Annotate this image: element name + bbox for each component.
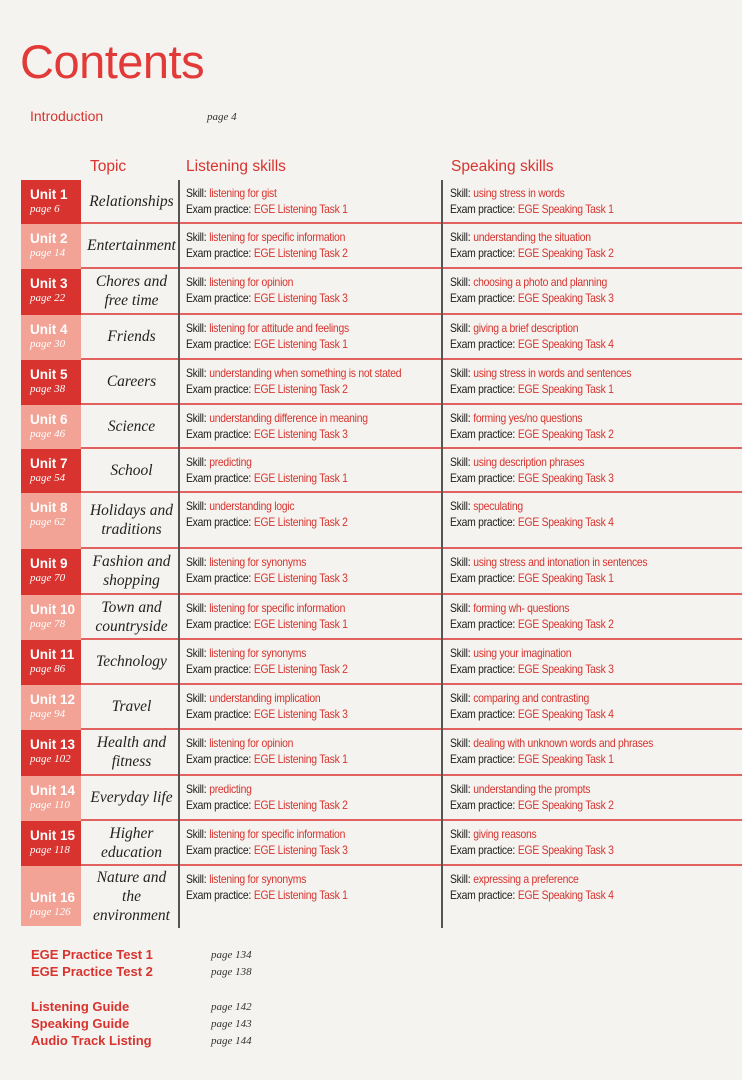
column-divider <box>178 315 180 360</box>
listening-skill: understanding when something is not stated <box>209 366 402 380</box>
skill-prefix: Skill: <box>450 691 471 705</box>
column-divider <box>441 493 443 549</box>
exam-prefix: Exam practice: <box>186 843 251 857</box>
unit-page: page 102 <box>30 753 71 765</box>
header-speaking: Speaking skills <box>451 158 554 175</box>
listening-exam: EGE Listening Task 3 <box>253 571 348 585</box>
exam-prefix: Exam practice: <box>186 752 251 766</box>
skill-prefix: Skill: <box>186 827 207 841</box>
column-divider <box>178 595 180 640</box>
unit-page: page 62 <box>30 516 66 528</box>
skill-prefix: Skill: <box>450 455 471 469</box>
listening-exam: EGE Listening Task 1 <box>253 888 348 902</box>
listening-cell <box>186 871 440 903</box>
speaking-exam: EGE Speaking Task 4 <box>517 515 614 529</box>
speaking-skill: forming wh- questions <box>473 601 570 615</box>
unit-number: Unit 11 <box>30 647 75 662</box>
column-divider <box>178 730 180 776</box>
unit-page: page 6 <box>30 203 60 215</box>
unit-topic: School <box>110 461 153 479</box>
listening-cell <box>186 274 440 306</box>
unit-badge[interactable] <box>21 730 81 776</box>
unit-topic: Technology <box>96 653 167 670</box>
unit-topic: Nature and the environment <box>93 868 170 924</box>
appendix-page: page 144 <box>211 1035 252 1047</box>
exam-prefix: Exam practice: <box>450 707 515 721</box>
exam-prefix: Exam practice: <box>186 337 251 351</box>
unit-page: page 38 <box>30 383 66 395</box>
unit-page: page 46 <box>30 428 66 440</box>
speaking-exam: EGE Speaking Task 1 <box>517 752 614 766</box>
unit-number: Unit 12 <box>30 692 76 707</box>
listening-skill: listening for gist <box>209 186 277 200</box>
skill-prefix: Skill: <box>450 230 471 244</box>
unit-badge[interactable] <box>21 776 81 821</box>
skill-prefix: Skill: <box>450 872 471 886</box>
unit-page: page 86 <box>30 663 66 675</box>
listening-cell <box>186 365 440 397</box>
exam-prefix: Exam practice: <box>186 202 251 216</box>
exam-prefix: Exam practice: <box>186 617 251 631</box>
unit-number: Unit 10 <box>30 602 76 617</box>
speaking-cell <box>450 554 740 586</box>
speaking-exam: EGE Speaking Task 4 <box>517 888 614 902</box>
column-divider <box>441 405 443 449</box>
exam-prefix: Exam practice: <box>186 427 251 441</box>
table-row[interactable] <box>21 493 742 549</box>
unit-topic: Careers <box>106 373 157 390</box>
unit-badge[interactable] <box>21 821 81 866</box>
speaking-cell <box>450 781 740 813</box>
column-divider <box>178 180 180 224</box>
exam-prefix: Exam practice: <box>186 798 251 812</box>
column-divider <box>178 493 180 549</box>
speaking-skill: speculating <box>473 499 523 513</box>
skill-prefix: Skill: <box>450 601 471 615</box>
table-row[interactable] <box>21 269 742 315</box>
unit-badge[interactable] <box>21 549 81 595</box>
exam-prefix: Exam practice: <box>186 707 251 721</box>
listening-skill: listening for specific information <box>209 827 346 841</box>
unit-badge[interactable] <box>21 866 81 926</box>
skill-prefix: Skill: <box>450 186 471 200</box>
column-divider <box>441 640 443 685</box>
skill-prefix: Skill: <box>186 275 207 289</box>
column-divider <box>441 549 443 595</box>
skill-prefix: Skill: <box>450 736 471 750</box>
appendix-item[interactable]: Listening Guide <box>31 999 130 1014</box>
header-topic: Topic <box>90 158 127 175</box>
skill-prefix: Skill: <box>450 499 471 513</box>
listening-exam: EGE Listening Task 2 <box>253 798 348 812</box>
unit-number: Unit 9 <box>30 556 68 571</box>
column-divider <box>441 269 443 315</box>
unit-number: Unit 16 <box>30 890 76 905</box>
column-divider <box>441 821 443 866</box>
exam-prefix: Exam practice: <box>450 617 515 631</box>
listening-skill: listening for opinion <box>209 275 294 289</box>
listening-exam: EGE Listening Task 1 <box>253 202 348 216</box>
appendix-item[interactable]: EGE Practice Test 1 <box>31 947 153 962</box>
speaking-cell <box>450 229 740 261</box>
table-row[interactable] <box>21 315 742 360</box>
column-divider <box>178 549 180 595</box>
table-row[interactable] <box>21 360 742 405</box>
exam-prefix: Exam practice: <box>186 571 251 585</box>
skill-prefix: Skill: <box>186 321 207 335</box>
speaking-skill: using stress and intonation in sentences <box>473 555 648 569</box>
listening-cell <box>186 554 440 586</box>
speaking-cell <box>450 274 740 306</box>
listening-skill: predicting <box>209 782 252 796</box>
speaking-cell <box>450 410 740 442</box>
exam-prefix: Exam practice: <box>450 662 515 676</box>
listening-exam: EGE Listening Task 1 <box>253 617 348 631</box>
listening-cell <box>186 454 440 486</box>
column-divider <box>441 776 443 821</box>
unit-number: Unit 5 <box>30 367 68 382</box>
listening-skill: understanding difference in meaning <box>209 411 368 425</box>
column-divider <box>441 180 443 224</box>
unit-page: page 14 <box>30 247 66 259</box>
table-row[interactable] <box>21 405 742 449</box>
unit-topic: Fashion and shopping <box>92 553 171 589</box>
column-divider <box>441 315 443 360</box>
unit-number: Unit 8 <box>30 500 68 515</box>
unit-page: page 110 <box>30 799 70 811</box>
skill-prefix: Skill: <box>186 411 207 425</box>
listening-exam: EGE Listening Task 2 <box>253 515 348 529</box>
appendix-page: page 142 <box>211 1001 252 1013</box>
column-divider <box>178 405 180 449</box>
exam-prefix: Exam practice: <box>450 382 515 396</box>
skill-prefix: Skill: <box>450 411 471 425</box>
speaking-skill: giving reasons <box>473 827 537 841</box>
table-row[interactable] <box>21 640 742 685</box>
speaking-exam: EGE Speaking Task 3 <box>517 471 614 485</box>
speaking-skill: forming yes/no questions <box>473 411 583 425</box>
speaking-skill: expressing a preference <box>473 872 579 886</box>
column-divider <box>178 821 180 866</box>
unit-topic: Travel <box>111 698 152 715</box>
unit-badge[interactable] <box>21 315 81 360</box>
listening-skill: predicting <box>209 455 252 469</box>
speaking-skill: comparing and contrasting <box>473 691 589 705</box>
unit-badge[interactable] <box>21 685 81 730</box>
speaking-exam: EGE Speaking Task 4 <box>517 337 614 351</box>
listening-skill: listening for specific information <box>209 230 346 244</box>
skill-prefix: Skill: <box>450 646 471 660</box>
speaking-exam: EGE Speaking Task 4 <box>517 707 614 721</box>
skill-prefix: Skill: <box>186 646 207 660</box>
listening-cell <box>186 600 440 632</box>
unit-number: Unit 7 <box>30 456 68 471</box>
column-divider <box>441 730 443 776</box>
skill-prefix: Skill: <box>186 455 207 469</box>
unit-page: page 30 <box>30 338 66 350</box>
unit-page: page 22 <box>30 292 66 304</box>
listening-skill: listening for synonyms <box>209 646 307 660</box>
unit-number: Unit 14 <box>30 783 76 798</box>
unit-badge[interactable] <box>21 180 81 224</box>
speaking-skill: choosing a photo and planning <box>473 275 607 289</box>
speaking-cell <box>450 365 740 397</box>
skill-prefix: Skill: <box>186 782 207 796</box>
speaking-cell <box>450 690 740 722</box>
listening-exam: EGE Listening Task 3 <box>253 843 348 857</box>
listening-cell <box>186 185 440 217</box>
unit-topic: Friends <box>107 328 156 345</box>
exam-prefix: Exam practice: <box>186 662 251 676</box>
listening-cell <box>186 781 440 813</box>
column-divider <box>178 866 180 928</box>
exam-prefix: Exam practice: <box>186 515 251 529</box>
exam-prefix: Exam practice: <box>450 427 515 441</box>
page-title: Contents <box>20 35 205 88</box>
exam-prefix: Exam practice: <box>186 382 251 396</box>
skill-prefix: Skill: <box>186 555 207 569</box>
listening-exam: EGE Listening Task 3 <box>253 427 348 441</box>
unit-number: Unit 4 <box>30 322 68 337</box>
speaking-skill: dealing with unknown words and phrases <box>473 736 654 750</box>
listening-exam: EGE Listening Task 1 <box>253 471 348 485</box>
listening-cell <box>186 320 440 352</box>
listening-cell <box>186 645 440 677</box>
table-row[interactable] <box>21 449 742 493</box>
exam-prefix: Exam practice: <box>186 471 251 485</box>
speaking-exam: EGE Speaking Task 2 <box>517 246 614 260</box>
skill-prefix: Skill: <box>186 499 207 513</box>
speaking-skill: understanding the prompts <box>473 782 591 796</box>
skill-prefix: Skill: <box>450 321 471 335</box>
unit-topic: Higher education <box>100 824 163 861</box>
unit-number: Unit 1 <box>30 187 68 202</box>
skill-prefix: Skill: <box>186 872 207 886</box>
listening-cell <box>186 410 440 442</box>
appendix-item[interactable]: EGE Practice Test 2 <box>31 964 153 979</box>
appendix-page: page 134 <box>211 949 252 961</box>
listening-skill: listening for synonyms <box>209 872 307 886</box>
unit-badge[interactable] <box>21 449 81 493</box>
unit-badge[interactable] <box>21 224 81 269</box>
column-divider <box>441 360 443 405</box>
speaking-cell <box>450 454 740 486</box>
exam-prefix: Exam practice: <box>450 798 515 812</box>
skill-prefix: Skill: <box>450 555 471 569</box>
skill-prefix: Skill: <box>450 827 471 841</box>
appendix-page: page 138 <box>211 966 252 978</box>
unit-badge[interactable] <box>21 595 81 640</box>
listening-exam: EGE Listening Task 2 <box>253 246 348 260</box>
column-divider <box>441 595 443 640</box>
unit-page: page 78 <box>30 618 66 630</box>
exam-prefix: Exam practice: <box>450 888 515 902</box>
unit-page: page 54 <box>30 472 66 484</box>
skill-prefix: Skill: <box>186 186 207 200</box>
unit-page: page 118 <box>30 844 70 856</box>
exam-prefix: Exam practice: <box>450 291 515 305</box>
unit-topic: Holidays and traditions <box>89 502 174 538</box>
speaking-exam: EGE Speaking Task 1 <box>517 202 614 216</box>
speaking-exam: EGE Speaking Task 2 <box>517 798 614 812</box>
introduction-link[interactable]: Introduction <box>30 108 104 124</box>
unit-number: Unit 13 <box>30 737 76 752</box>
table-row[interactable] <box>21 685 742 730</box>
listening-skill: understanding logic <box>209 499 295 513</box>
column-divider <box>178 269 180 315</box>
exam-prefix: Exam practice: <box>450 337 515 351</box>
unit-badge[interactable] <box>21 269 81 315</box>
unit-badge[interactable] <box>21 405 81 449</box>
unit-number: Unit 6 <box>30 412 68 427</box>
exam-prefix: Exam practice: <box>450 246 515 260</box>
listening-cell <box>186 826 440 858</box>
exam-prefix: Exam practice: <box>450 843 515 857</box>
speaking-exam: EGE Speaking Task 2 <box>517 617 614 631</box>
unit-topic: Science <box>107 417 156 435</box>
unit-number: Unit 3 <box>30 276 68 291</box>
column-divider <box>441 449 443 493</box>
listening-exam: EGE Listening Task 2 <box>253 662 348 676</box>
exam-prefix: Exam practice: <box>186 246 251 260</box>
appendix-item[interactable]: Speaking Guide <box>31 1016 130 1031</box>
header-listening: Listening skills <box>186 158 286 175</box>
speaking-cell <box>450 735 740 767</box>
skill-prefix: Skill: <box>186 601 207 615</box>
speaking-skill: using stress in words and sentences <box>473 366 632 380</box>
unit-topic: Town and countryside <box>95 598 168 635</box>
listening-cell <box>186 735 440 767</box>
exam-prefix: Exam practice: <box>450 202 515 216</box>
unit-badge[interactable] <box>21 360 81 405</box>
table-row[interactable] <box>21 776 742 821</box>
unit-topic: Chores and free time <box>95 273 168 309</box>
speaking-skill: using your imagination <box>473 646 572 660</box>
column-divider <box>178 640 180 685</box>
speaking-exam: EGE Speaking Task 1 <box>517 382 614 396</box>
speaking-cell <box>450 600 740 632</box>
skill-prefix: Skill: <box>186 366 207 380</box>
unit-page: page 126 <box>30 906 71 918</box>
column-divider <box>441 866 443 928</box>
exam-prefix: Exam practice: <box>450 471 515 485</box>
skill-prefix: Skill: <box>450 275 471 289</box>
listening-exam: EGE Listening Task 1 <box>253 752 348 766</box>
speaking-cell <box>450 645 740 677</box>
listening-skill: understanding implication <box>209 691 321 705</box>
speaking-skill: using description phrases <box>473 455 585 469</box>
unit-page: page 70 <box>30 572 66 584</box>
table-row[interactable] <box>21 866 742 926</box>
unit-topic: Relationships <box>89 192 174 210</box>
speaking-skill: understanding the situation <box>473 230 591 244</box>
listening-exam: EGE Listening Task 3 <box>253 291 348 305</box>
skill-prefix: Skill: <box>450 782 471 796</box>
listening-skill: listening for specific information <box>209 601 346 615</box>
unit-badge[interactable] <box>21 640 81 685</box>
speaking-skill: using stress in words <box>473 186 565 200</box>
skill-prefix: Skill: <box>186 691 207 705</box>
listening-skill: listening for synonyms <box>209 555 307 569</box>
skill-prefix: Skill: <box>186 230 207 244</box>
exam-prefix: Exam practice: <box>450 571 515 585</box>
skill-prefix: Skill: <box>450 366 471 380</box>
column-divider <box>441 224 443 269</box>
speaking-exam: EGE Speaking Task 2 <box>517 427 614 441</box>
appendix-page: page 143 <box>211 1018 252 1030</box>
listening-skill: listening for opinion <box>209 736 294 750</box>
column-divider <box>178 224 180 269</box>
listening-exam: EGE Listening Task 3 <box>253 707 348 721</box>
appendix-item[interactable]: Audio Track Listing <box>31 1033 152 1048</box>
unit-page: page 94 <box>30 708 66 720</box>
speaking-exam: EGE Speaking Task 3 <box>517 291 614 305</box>
exam-prefix: Exam practice: <box>450 515 515 529</box>
speaking-cell <box>450 826 740 858</box>
unit-badge[interactable] <box>21 493 81 549</box>
speaking-exam: EGE Speaking Task 3 <box>517 843 614 857</box>
exam-prefix: Exam practice: <box>186 888 251 902</box>
table-row[interactable] <box>21 224 742 269</box>
speaking-cell <box>450 498 740 530</box>
listening-exam: EGE Listening Task 1 <box>253 337 348 351</box>
exam-prefix: Exam practice: <box>450 752 515 766</box>
table-row[interactable] <box>21 595 742 640</box>
column-divider <box>441 685 443 730</box>
listening-cell <box>186 229 440 261</box>
unit-topic: Health and fitness <box>96 734 167 770</box>
unit-topic: Entertainment <box>87 237 176 254</box>
column-divider <box>178 776 180 821</box>
listening-cell <box>186 690 440 722</box>
speaking-cell <box>450 871 740 903</box>
unit-number: Unit 2 <box>30 231 68 246</box>
column-divider <box>178 449 180 493</box>
unit-number: Unit 15 <box>30 828 76 843</box>
exam-prefix: Exam practice: <box>186 291 251 305</box>
listening-exam: EGE Listening Task 2 <box>253 382 348 396</box>
speaking-exam: EGE Speaking Task 1 <box>517 571 614 585</box>
skill-prefix: Skill: <box>186 736 207 750</box>
listening-skill: listening for attitude and feelings <box>209 321 349 335</box>
table-row[interactable] <box>21 180 742 224</box>
speaking-skill: giving a brief description <box>473 321 579 335</box>
column-divider <box>178 685 180 730</box>
contents-table <box>21 180 742 926</box>
speaking-cell <box>450 185 740 217</box>
table-row[interactable] <box>21 549 742 595</box>
table-row[interactable] <box>21 821 742 866</box>
introduction-page: page 4 <box>207 111 237 123</box>
speaking-exam: EGE Speaking Task 3 <box>517 662 614 676</box>
table-row[interactable] <box>21 730 742 776</box>
unit-topic: Everyday life <box>90 789 173 806</box>
speaking-cell <box>450 320 740 352</box>
listening-cell <box>186 498 440 530</box>
column-divider <box>178 360 180 405</box>
